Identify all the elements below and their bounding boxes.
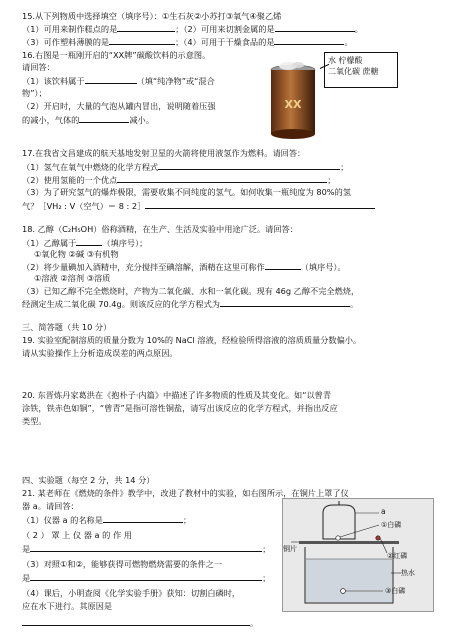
- answer-blank[interactable]: [76, 237, 102, 246]
- figure-label-white-p1: ①白磷: [381, 521, 402, 529]
- q19-line2: 请从实验操作上分析造成误差的两点原因。: [22, 348, 178, 358]
- q17-line1: （1）氢气在氧气中燃烧的化学方程式 ；: [22, 162, 349, 172]
- q16-stem: 16.右图是一瓶刚开启的“XX牌”碳酸饮料的示意图。: [22, 50, 211, 60]
- apparatus-drawing: [283, 499, 433, 611]
- figure-label-water: 热水: [401, 569, 415, 577]
- q17-line2: （2）使用氢能的一个优点 ；: [22, 175, 336, 185]
- q21-part2: （ 2 ） 罩 上 仪 器 a 的 作 用: [22, 530, 132, 540]
- q21-line1: 21. 某老师在《燃烧的条件》教学中，改进了教材中的实验，如右图所示，在铜片上罩了仪: [22, 488, 349, 498]
- q18-line2: （2）将少量碘加入酒精中，充分搅拌至碘溶解，酒精在这里可称作 （填序号）。: [22, 262, 346, 272]
- q21-part3: （3）对照①和②，能够获得可燃物燃烧需要的条件之一: [22, 559, 223, 569]
- q15-stem: 15.从下列物质中选择填空（填序号）：①生石灰②小苏打③氧气④聚乙烯: [22, 11, 282, 21]
- q17-line3b: 气？［VH₂ : V（空气）＝ 8 : 2］: [22, 200, 375, 212]
- q18-options2: ①溶液 ②溶剂 ③溶质: [34, 273, 111, 283]
- answer-blank[interactable]: [79, 114, 129, 123]
- q18-line3: （3）已知乙醇不完全燃烧时，产物为二氧化碳、水和一氧化碳。现有 46g 乙醇不完全燃烧，: [22, 286, 360, 296]
- q21-part2b: 是 ；: [22, 544, 271, 554]
- q18-line1: （1）乙醇属于 （填序号）；: [22, 238, 148, 248]
- soda-can-illustration: [262, 62, 324, 142]
- q16-line2b: 的减小，气体的 减小。: [22, 115, 154, 125]
- answer-blank[interactable]: [117, 174, 327, 183]
- answer-blank[interactable]: [85, 75, 137, 84]
- answer-blank[interactable]: [103, 514, 183, 523]
- answer-blank[interactable]: [220, 298, 350, 307]
- q20-line2: 涂铁，铁赤色如铜”，“曾青”是指可溶性铜盐，请写出该反应的化学方程式，并指出反应: [22, 403, 338, 413]
- q20-line1: 20. 东晋炼丹家葛洪在《抱朴子·内篇》中描述了许多物质的性质及其变化。如“以曾青: [22, 390, 332, 400]
- q17-line3: （3）为了研究氢气的爆炸极限，需要收集不同纯度的氢气。如何收集一瓶纯度为 80%的氢: [22, 187, 351, 197]
- q16-line1: （1）该饮料属于 （填“纯净物”或“混合: [22, 76, 215, 86]
- q21-part4: （4）课后，小明查阅《化学实验手册》获知：切割白磷时，: [22, 588, 241, 598]
- figure-label-a: a: [381, 507, 386, 516]
- answer-blank[interactable]: [145, 200, 375, 209]
- q21-line2: 器 a。请回答：: [22, 501, 79, 511]
- drink-label-box: 水 柠檬酸 二氧化碳 蔗糖: [324, 52, 398, 88]
- q21-part3b: 是 ；: [22, 573, 271, 583]
- answer-blank[interactable]: [109, 36, 175, 45]
- q18-options1: ①氧化物 ②碱 ③有机物: [34, 249, 119, 259]
- combustion-apparatus-figure: [282, 498, 434, 612]
- q19-line1: 19. 实验室配制溶质的质量分数为 10%的 NaCl 溶液，经检验所得溶液的溶质质量分数偏小。: [22, 335, 362, 345]
- figure-label-red-p: ②红磷: [387, 552, 408, 560]
- answer-blank[interactable]: [117, 23, 175, 32]
- q17-stem: 17.在我省文昌建成的航天基地发射卫星的火箭将使用液氢作为燃料。请回答：: [22, 148, 306, 158]
- answer-blank[interactable]: [22, 617, 250, 626]
- answer-blank[interactable]: [265, 261, 301, 270]
- answer-blank[interactable]: [274, 36, 344, 45]
- q16-line2: （2）开启时，大量的气泡从罐内冒出，说明随着压强: [22, 101, 216, 111]
- q15-line2: （3）可作塑料薄膜的是 ；（4）可用于干燥食品的是 。: [22, 37, 353, 47]
- answer-blank[interactable]: [158, 161, 340, 170]
- q21-part4c: 。: [22, 617, 258, 629]
- svg-text:XX: XX: [284, 98, 302, 111]
- figure-label-white-p3: ③白磷: [385, 587, 406, 595]
- q18-line3b: 经测定生成二氧化碳 70.4g。则该反应的化学方程式为 。: [22, 299, 359, 309]
- section4-title: 四、实验题（每空 2 分，共 14 分）: [22, 475, 155, 485]
- q18-stem: 18. 乙醇（C₂H₅OH）俗称酒精，在生产、生活及实验中用途广泛。请回答：: [22, 224, 298, 234]
- section3-title: 三、简答题（共 10 分）: [22, 322, 112, 332]
- q15-line1: （1）可用来制作糕点的是 ；（2）可用来切割金属的是 。: [22, 24, 363, 34]
- answer-blank[interactable]: [275, 23, 355, 32]
- answer-blank[interactable]: [30, 572, 262, 581]
- q21-part4b: 应在水下进行。其原因是: [22, 601, 113, 611]
- q20-line3: 类型。: [22, 416, 47, 426]
- answer-blank[interactable]: [30, 543, 262, 552]
- q16-ask: 请回答：: [22, 62, 55, 72]
- q21-part1: （1）仪器 a 的名称是 ；: [22, 515, 192, 525]
- figure-label-copper: 铜片: [283, 545, 297, 553]
- q16-line1b: 物”）；: [22, 88, 47, 98]
